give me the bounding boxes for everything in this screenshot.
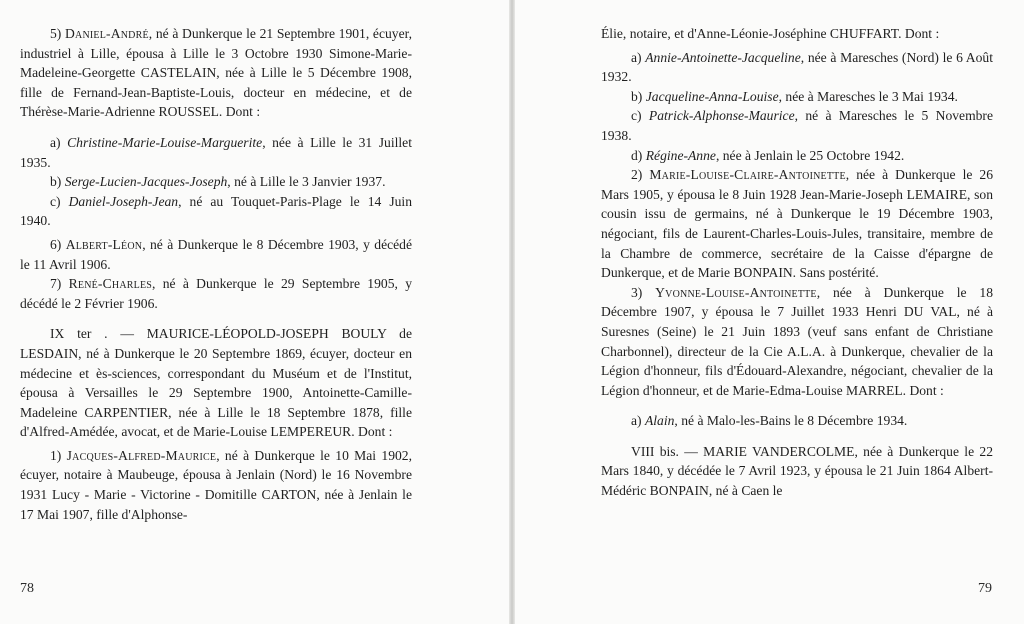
entry-name: Annie-Antoinette-Jacqueline	[645, 49, 801, 65]
child-c-daniel	[20, 192, 412, 231]
entry-1-jacques	[20, 446, 412, 524]
entry-text: , née à Dunkerque le 22 Mars 1840, y décédée le 7 Avril 1923, y épousa le 21 Juin 1864 Albert-Médéric BONPAIN, né à Caen le	[601, 443, 994, 499]
entry-text: , né à Dunkerque le 29 Septembre 1905, y décédé le 2 Février 1906.	[20, 276, 412, 311]
entry-name: Régine-Anne	[645, 147, 716, 163]
entry-name: Christine-Marie-Louise-Marguerite	[67, 134, 263, 150]
entry-text: , née à Jenlain le 25 Octobre 1942.	[715, 147, 905, 163]
entry-text: , né à Dunkerque le 20 Septembre 1869, écuyer, docteur en médecine et ès-sciences, correspondant du Muséum et de l'Institut, épousa à Versailles le 29 Septembre 1900, Antoinette-Camille-Madeleine CARPENTIER, née à Lille le 18 Septembre 1878, fille d'Alfred-Amédée, avocat, et de Marie-Louise LEMPEREUR. Dont :	[20, 345, 412, 440]
entry-name: Daniel-Joseph-Jean	[68, 193, 179, 209]
entry-2-marie-louise	[601, 165, 993, 283]
entry-text: , né à Malo-les-Bains le 8 Décembre 1934.	[674, 413, 908, 429]
entry-name: Alain	[644, 413, 675, 429]
entry-number: 3)	[631, 284, 656, 300]
entry-name: MAURICE-LÉOPOLD-JOSEPH BOULY de LESDAIN	[20, 326, 412, 361]
entry-number: IX ter . —	[50, 326, 147, 342]
entry-name: Marie-Louise-Claire-Antoinette	[649, 167, 846, 183]
entry-viii-bis-marie	[601, 442, 993, 501]
entry-text: , née à Lille le 31 Juillet 1935.	[20, 134, 412, 170]
entry-number: VIII bis. —	[631, 443, 704, 459]
child-c-patrick	[601, 106, 993, 145]
entry-number: a)	[631, 413, 645, 429]
right-page	[515, 0, 1024, 624]
entry-number: b)	[50, 174, 65, 190]
entry-5-daniel-andre	[20, 24, 412, 122]
child-b-jacqueline	[601, 87, 993, 107]
entry-text: , née à Dunkerque le 26 Mars 1905, y épousa le 8 Juin 1928 Jean-Marie-Joseph LEMAIRE, son cousin issu de germains, né à Dunkerque le 19 Décembre 1903, négociant, fils de Laurent-Charles-Louis-Jules, transitaire, membre de la Chambre de commerce, secrétaire de la Caisse d'épargne de Dunkerque, et de Marie BONPAIN. Sans postérité.	[601, 167, 993, 281]
entry-text: , né à Dunkerque le 10 Mai 1902, écuyer, notaire à Maubeuge, épousa à Jenlain (Nord) le 16 Novembre 1931 Lucy - Marie - Victorine - Domitille CARTON, née à Jenlain le 17 Mai 1907, fille d'Alphonse-	[20, 447, 412, 522]
entry-text: , né au Touquet-Paris-Plage le 14 Juin 1940.	[20, 193, 412, 229]
entry-name: Daniel-André	[65, 26, 149, 41]
child-a-christine	[20, 133, 412, 172]
entry-number: d)	[631, 147, 646, 163]
entry-3-yvonne	[601, 283, 993, 401]
entry-number: 5)	[50, 26, 65, 41]
entry-text: , née à Maresches (Nord) le 6 Août 1932.	[601, 49, 993, 85]
child-a-annie	[601, 48, 993, 87]
entry-name: Jacqueline-Anna-Louise	[645, 88, 779, 104]
entry-number: c)	[631, 108, 649, 124]
continuation-text	[601, 24, 993, 44]
child-b-serge	[20, 172, 412, 192]
entry-number: a)	[50, 134, 68, 150]
entry-number: 2)	[631, 167, 650, 183]
child-d-regine	[601, 146, 993, 166]
entry-name: MARIE VANDERCOLME	[703, 443, 855, 459]
right-page-text	[601, 24, 993, 501]
entry-text: , née à Maresches le 3 Mai 1934.	[778, 88, 958, 104]
entry-text: , née à Dunkerque le 18 Décembre 1907, y épousa le 7 Juillet 1933 Henri DU VAL, né à Suresnes (Seine) le 21 Juin 1893 (veuf sans enfant de Christiane Charbonnel), directeur de la Cie A.L.A. à Dunkerque, chevalier de la Légion d'honneur, fils d'Édouard-Alexandre, négociant, chevalier de la Légion d'honneur, et de Marie-Edma-Louise MARREL. Dont :	[601, 284, 993, 398]
left-page	[0, 0, 509, 624]
entry-name: Albert-Léon	[65, 236, 143, 252]
page-number-left: 78	[20, 581, 34, 596]
entry-number: b)	[631, 88, 646, 104]
entry-number: c)	[50, 193, 69, 209]
entry-name: Jacques-Alfred-Maurice	[66, 447, 217, 463]
entry-number: a)	[631, 49, 646, 65]
entry-name: Patrick-Alphonse-Maurice	[648, 108, 795, 124]
entry-ix-ter-maurice	[20, 324, 412, 442]
entry-number: 7)	[50, 276, 69, 292]
entry-number: 6)	[50, 236, 66, 252]
left-page-text	[20, 24, 412, 524]
child-a-alain	[601, 411, 993, 431]
entry-text: Élie, notaire, et d'Anne-Léonie-Joséphine CHUFFART. Dont :	[601, 26, 940, 41]
entry-7-rene-charles	[20, 274, 412, 313]
entry-6-albert-leon	[20, 235, 412, 274]
entry-text: , né à Dunkerque le 21 Septembre 1901, écuyer, industriel à Lille, épousa à Lille le 3 Octobre 1930 Simone-Marie-Madeleine-Georgette CASTELAIN, née à Lille le 5 Décembre 1908, fille de Fernand-Jean-Baptiste-Louis, docteur en médecine, et de Thérèse-Marie-Adrienne ROUSSEL. Dont :	[20, 26, 412, 120]
entry-name: René-Charles	[68, 276, 153, 292]
entry-name: Serge-Lucien-Jacques-Joseph	[64, 174, 228, 190]
entry-text: , né à Dunkerque le 8 Décembre 1903, y décédé le 11 Avril 1906.	[20, 236, 412, 272]
entry-number: 1)	[50, 447, 67, 463]
entry-text: , né à Lille le 3 Janvier 1937.	[227, 174, 386, 190]
page-number-right: 79	[978, 581, 992, 596]
entry-name: Yvonne-Louise-Antoinette	[655, 284, 817, 300]
entry-text: , né à Maresches le 5 Novembre 1938.	[601, 108, 993, 143]
